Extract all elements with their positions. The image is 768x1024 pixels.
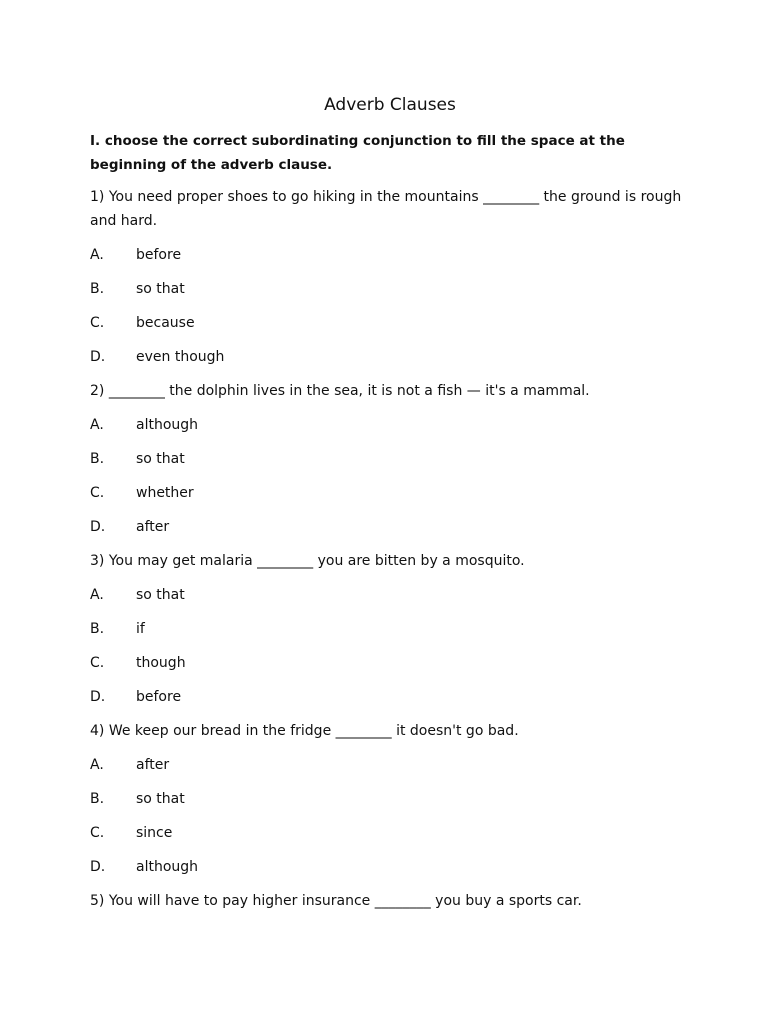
instruction-text: I. choose the correct subordinating conjunction to fill the space at the beginning of the adverb clause. xyxy=(90,133,625,173)
option-item xyxy=(90,651,690,675)
option-letter: C. xyxy=(90,485,105,501)
worksheet-page xyxy=(90,93,690,923)
options-list xyxy=(90,753,690,879)
option-text: so that xyxy=(136,281,185,297)
option-letter: D. xyxy=(90,859,106,875)
option-item xyxy=(90,787,690,811)
option-item xyxy=(90,277,690,301)
option-letter: D. xyxy=(90,689,106,705)
option-letter: B. xyxy=(90,281,105,297)
option-text: since xyxy=(136,825,173,841)
options-list xyxy=(90,413,690,539)
question-text: 4) We keep our bread in the fridge ________ it doesn't go bad. xyxy=(90,723,519,739)
question-text: 5) You will have to pay higher insurance ________ you buy a sports car. xyxy=(90,893,582,909)
option-item xyxy=(90,243,690,267)
option-text: if xyxy=(136,621,145,637)
question-block xyxy=(90,889,690,913)
question-block xyxy=(90,379,690,539)
option-item xyxy=(90,413,690,437)
option-letter: C. xyxy=(90,655,105,671)
question-block xyxy=(90,719,690,879)
option-text: even though xyxy=(136,349,225,365)
option-letter: A. xyxy=(90,757,104,773)
option-item xyxy=(90,345,690,369)
option-item xyxy=(90,685,690,709)
option-letter: A. xyxy=(90,247,104,263)
question-text: 1) You need proper shoes to go hiking in the mountains ________ the ground is rough and hard. xyxy=(90,189,682,229)
option-item xyxy=(90,447,690,471)
option-text: so that xyxy=(136,587,185,603)
option-letter: A. xyxy=(90,417,104,433)
option-letter: C. xyxy=(90,315,105,331)
option-text: though xyxy=(136,655,186,671)
option-text: because xyxy=(136,315,195,331)
question-text: 3) You may get malaria ________ you are bitten by a mosquito. xyxy=(90,553,525,569)
option-item xyxy=(90,753,690,777)
option-letter: B. xyxy=(90,621,105,637)
options-list xyxy=(90,243,690,369)
option-text: so that xyxy=(136,791,185,807)
option-letter: A. xyxy=(90,587,104,603)
question-block xyxy=(90,185,690,369)
option-text: although xyxy=(136,859,199,875)
option-text: so that xyxy=(136,451,185,467)
page-title: Adverb Clauses xyxy=(324,95,456,115)
option-letter: D. xyxy=(90,519,106,535)
option-text: before xyxy=(136,689,182,705)
option-item xyxy=(90,311,690,335)
question-block xyxy=(90,549,690,709)
options-list xyxy=(90,583,690,709)
option-item xyxy=(90,515,690,539)
option-item xyxy=(90,583,690,607)
option-item xyxy=(90,481,690,505)
question-text: 2) ________ the dolphin lives in the sea, it is not a fish — it's a mammal. xyxy=(90,383,590,399)
option-text: after xyxy=(136,757,170,773)
option-text: whether xyxy=(136,485,194,501)
option-letter: D. xyxy=(90,349,106,365)
option-item xyxy=(90,617,690,641)
option-item xyxy=(90,821,690,845)
option-text: after xyxy=(136,519,170,535)
option-text: although xyxy=(136,417,199,433)
option-item xyxy=(90,855,690,879)
option-letter: B. xyxy=(90,451,105,467)
option-text: before xyxy=(136,247,182,263)
option-letter: C. xyxy=(90,825,105,841)
option-letter: B. xyxy=(90,791,105,807)
